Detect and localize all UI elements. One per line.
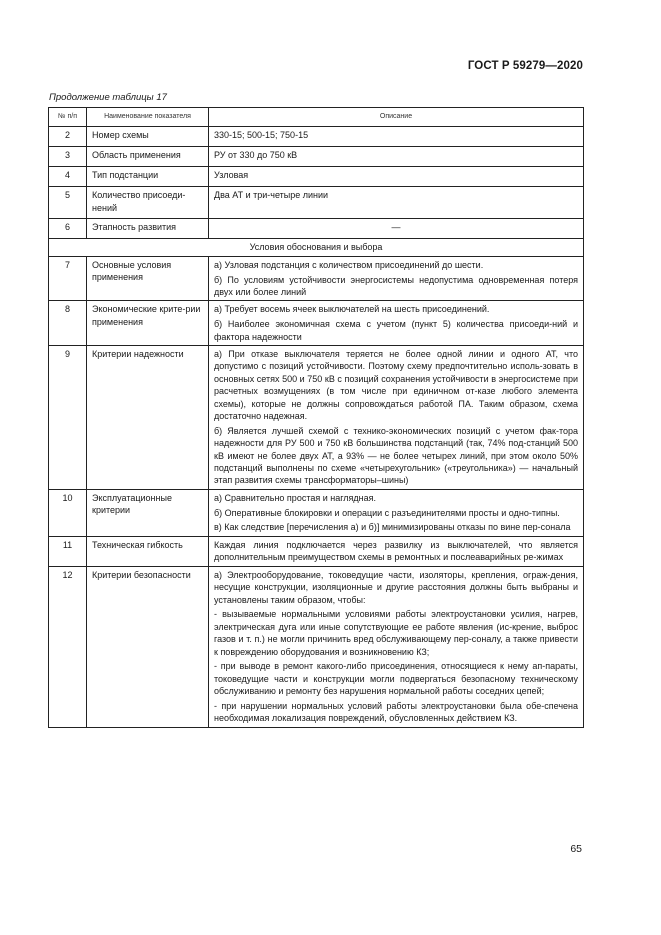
- page-number: 65: [570, 843, 582, 855]
- table-row: [49, 219, 584, 239]
- row-number: 3: [49, 147, 87, 167]
- row-number: 4: [49, 167, 87, 187]
- description-paragraph: РУ от 330 до 750 кВ: [214, 150, 298, 161]
- description: [209, 167, 584, 187]
- table-row: [49, 566, 584, 727]
- section-row: [49, 239, 584, 256]
- row-number: 8: [49, 301, 87, 346]
- description-paragraph: в) Как следствие [перечисления а) и б)] минимизированы отказы по вине пер-сонала: [214, 522, 571, 533]
- indicator-name: Экономические крите-рии применения: [87, 301, 209, 346]
- description-paragraph: - при нарушении нормальных условий работы электроустановки была обе-спечена необходимая локализация повреждений, обусловленных действием КЗ.: [214, 700, 578, 724]
- description: [209, 301, 584, 346]
- indicator-name: Этапность развития: [87, 219, 209, 239]
- description-paragraph: а) Требует восемь ячеек выключателей на шесть присоединений.: [214, 304, 490, 315]
- indicator-name: Основные условия применения: [87, 256, 209, 301]
- description-paragraph: —: [391, 222, 401, 233]
- indicator-name: Количество присоеди-нений: [87, 187, 209, 219]
- description-paragraph: б) Наиболее экономичная схема с учетом (пункт 5) количества присоеди-ний и фактора надежности: [214, 319, 578, 342]
- description-paragraph: а) При отказе выключателя теряется не более одной линии и одного АТ, что допустимо с позиций устойчивости. Поэтому схему предпочтительно исполь-зовать в основных сетях 500 и 750 кВ с позиций сохранения устойчивости в энергосистеме при расчетных возмущениях (в том числе при единичном от-казе любого элемента схемы), которые не должны сопровождаться работой ПА. Таким образом, схема достаточно надежная.: [214, 349, 578, 422]
- description: [209, 346, 584, 490]
- description-paragraph: б) По условиям устойчивости энергосистемы недопустима одновременная потеря двух или более линий: [214, 274, 578, 298]
- description: [209, 536, 584, 566]
- description: [209, 219, 584, 239]
- header-row: [49, 108, 584, 127]
- row-number: 6: [49, 219, 87, 239]
- description: [209, 187, 584, 219]
- table-row: [49, 127, 584, 147]
- description: [209, 147, 584, 167]
- description-paragraph: 330-15; 500-15; 750-15: [214, 130, 309, 141]
- row-number: 9: [49, 346, 87, 490]
- description: [209, 566, 584, 727]
- indicator-name: Тип подстанции: [87, 167, 209, 187]
- table-row: [49, 256, 584, 301]
- description-paragraph: - вызываемые нормальными условиями работы электроустановки усилия, нагрев, электрическая дуга или иные сопутствующие ее работе явления (ис-крение, выброс газов и т. п.) не могли причинить вред обслуживающему пер-соналу, а также привести к повреждению оборудования и возникновению КЗ;: [214, 609, 578, 657]
- row-number: 7: [49, 256, 87, 301]
- indicator-name: Эксплуатационные критерии: [87, 489, 209, 536]
- description-paragraph: а) Узловая подстанция с количеством присоединений до шести.: [214, 259, 484, 270]
- table-row: [49, 147, 584, 167]
- row-number: 12: [49, 566, 87, 727]
- row-number: 2: [49, 127, 87, 147]
- indicator-name: Номер схемы: [87, 127, 209, 147]
- description-paragraph: Узловая: [214, 170, 249, 181]
- indicator-name: Техническая гибкость: [87, 536, 209, 566]
- description-paragraph: Два АТ и три-четыре линии: [214, 190, 329, 201]
- data-table: [48, 107, 584, 728]
- table-row: [49, 187, 584, 219]
- indicator-name: Область применения: [87, 147, 209, 167]
- row-number: 11: [49, 536, 87, 566]
- description-paragraph: а) Сравнительно простая и наглядная.: [214, 492, 377, 503]
- row-number: 10: [49, 489, 87, 536]
- description-paragraph: б) Является лучшей схемой с технико-экономических позиций с учетом фак-тора надежности для РУ 500 и 750 кВ большинства подстанций (так, 74% под-станций 500 кВ имеют не более двух АТ, а 93% — не более четырех линий, при этом около 50% подстанций выполнены по схеме «четырехугольник» («треугольника») — начальный этап развития схемы трансформаторы–шины): [214, 425, 578, 486]
- col-header-num: № п/п: [49, 108, 87, 127]
- table-row: [49, 301, 584, 346]
- description: [209, 127, 584, 147]
- indicator-name: Критерии безопасности: [87, 566, 209, 727]
- description-paragraph: а) Электрооборудование, токоведущие части, изоляторы, крепления, ограж-дения, несущие конструкции, изоляционные и другие расстояния должны быть выбраны и установлены таким образом, чтобы:: [214, 569, 578, 605]
- indicator-name: Критерии надежности: [87, 346, 209, 490]
- description: [209, 489, 584, 536]
- table-row: [49, 346, 584, 490]
- description-paragraph: Каждая линия подключается через развилку из выключателей, что является дополнительным преимуществом схемы в ремонтных и послеаварийных ре-жимах: [214, 539, 578, 563]
- col-header-desc: Описание: [209, 108, 584, 127]
- description-paragraph: б) Оперативные блокировки и операции с разъединителями просты и одно-типны.: [214, 507, 560, 518]
- table-row: [49, 489, 584, 536]
- description-paragraph: - при выводе в ремонт какого-либо присоединения, относящиеся к нему ап-параты, токоведущие части и конструкции могли подвергаться безопасному техническому обслуживанию и ремонту без нарушения нормальной работы соседних цепей;: [214, 661, 578, 697]
- table-caption: Продолжение таблицы 17: [49, 92, 167, 103]
- description: [209, 256, 584, 301]
- row-number: 5: [49, 187, 87, 219]
- table-row: [49, 167, 584, 187]
- section-title: Условия обоснования и выбора: [49, 239, 584, 256]
- col-header-name: Наименование показателя: [87, 108, 209, 127]
- standard-number: ГОСТ Р 59279—2020: [467, 60, 583, 72]
- table-row: [49, 536, 584, 566]
